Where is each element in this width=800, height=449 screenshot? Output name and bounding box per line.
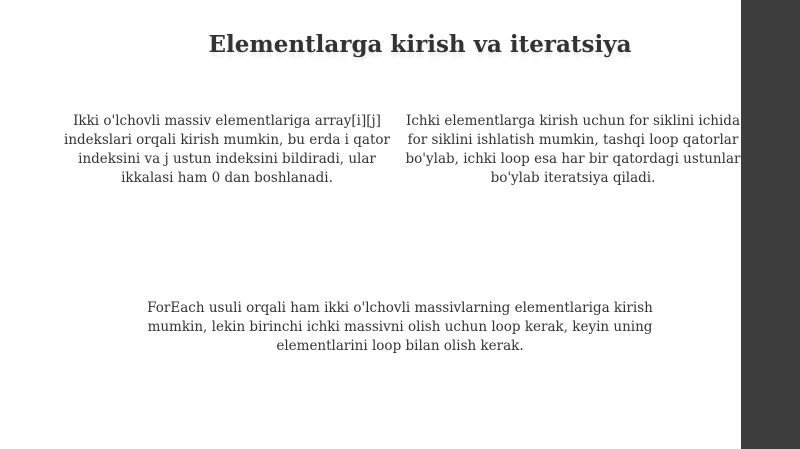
paragraph-indexing: Ikki o'lchovli massiv elementlariga array[i][j] indekslari orqali kirish mumkin, bu erda i qator indeksini va j ustun indeksini bildiradi, ular ikkalasi ham 0 dan boshlanadi.	[64, 113, 390, 186]
paragraph-nested-loops: Ichki elementlarga kirish uchun for siklini ichida for siklini ishlatish mumkin, tashqi loop qatorlar bo'ylab, ichki loop esa har bir qatordagi ustunlar bo'ylab iteratsiya qiladi.	[405, 113, 741, 186]
side-panel	[741, 0, 800, 449]
slide-title: Elementlarga kirish va iteratsiya	[208, 31, 632, 58]
paragraph-foreach: ForEach usuli orqali ham ikki o'lchovli massivlarning elementlariga kirish mumkin, lekin birinchi ichki massivni olish uchun loop kerak, keyin uning elementlarini loop bilan olish kerak.	[147, 300, 653, 354]
